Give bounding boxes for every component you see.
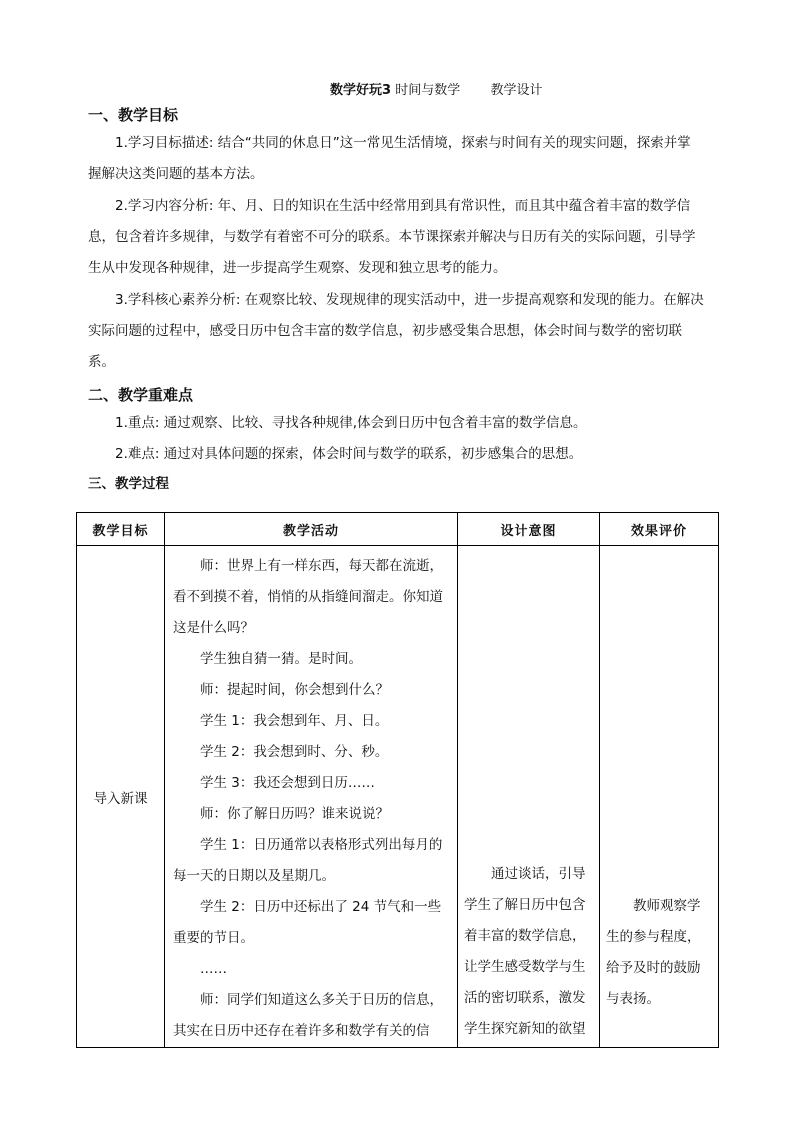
- objective-paragraph-2: 2.学习内容分析: 年、月、日的知识在生活中经常用到具有常识性，而且其中蕴含着丰富的数学信息，包含着许多规律，与数学有着密不可分的联系。本节课探索并解决与日历有关的实际问题，引导学生从中发现各种规律，进一步提高学生观察、发现和独立思考的能力。: [88, 198, 696, 276]
- section-heading-objectives: 一、教学目标: [88, 106, 179, 124]
- activity-line-7: 师：你了解日历吗？谁来说说？: [200, 806, 389, 822]
- intent-cell: [458, 546, 600, 1048]
- activity-line-10: ……: [200, 961, 227, 977]
- header-evaluation: 效果评价: [600, 513, 719, 546]
- evaluation-cell: [600, 546, 719, 1048]
- activity-cell: [165, 546, 458, 1048]
- header-goal: 教学目标: [77, 513, 165, 546]
- title-part-3: 教学设计: [490, 83, 543, 98]
- evaluation-text: 教师观察学生的参与程度，给予及时的鼓励与表扬。: [606, 898, 701, 1007]
- title-part-1: 数学好玩3: [330, 83, 392, 98]
- objective-paragraph-3: 3.学科核心素养分析: 在观察比较、发现规律的现实活动中，进一步提高观察和发现的能力。在解决实际问题的过程中，感受日历中包含丰富的数学信息，初步感受集合思想，体会时间与数学的密切联系。: [88, 292, 704, 370]
- header-intent: 设计意图: [458, 513, 600, 546]
- activity-line-9: 学生 2：日历中还标出了 24 节气和一些重要的节日。: [173, 899, 442, 946]
- activity-line-4: 学生 1：我会想到年、月、日。: [200, 713, 389, 729]
- table-header-row: [77, 513, 719, 546]
- activity-line-11: 师：同学们知道这么多关于日历的信息，其实在日历中还存在着许多和数学有关的信: [173, 992, 443, 1039]
- document-title: [330, 79, 543, 98]
- activity-line-6: 学生 3：我还会想到日历……: [200, 775, 375, 791]
- teaching-process-table: [76, 512, 719, 1048]
- header-activity: 教学活动: [165, 513, 458, 546]
- activity-line-3: 师：提起时间，你会想到什么？: [200, 682, 389, 698]
- activity-line-5: 学生 2：我会想到时、分、秒。: [200, 744, 389, 760]
- key-point-paragraph: 1.重点: 通过观察、比较、寻找各种规律,体会到日历中包含着丰富的数学信息。: [115, 415, 587, 431]
- table-row: [77, 546, 719, 1048]
- title-part-2: 时间与数学: [395, 83, 461, 98]
- activity-line-8: 学生 1：日历通常以表格形式列出每月的每一天的日期以及星期几。: [173, 837, 443, 884]
- activity-line-1: 师：世界上有一样东西，每天都在流逝，看不到摸不着，悄悄的从指缝间溜走。你知道这是什么吗？: [173, 558, 443, 636]
- objective-paragraph-1: 1.学习目标描述: 结合“共同的休息日”这一常见生活情境，探索与时间有关的现实问题，探索并掌握解决这类问题的基本方法。: [88, 135, 691, 182]
- goal-cell: 导入新课: [77, 546, 165, 1048]
- section-heading-key-points: 二、教学重难点: [88, 386, 194, 404]
- intent-text: 通过谈话，引导学生了解日历中包含着丰富的数学信息，让学生感受数学与生活的密切联系，激发学生探究新知的欲望: [464, 866, 586, 1037]
- activity-line-2: 学生独自猜一猜。是时间。: [200, 651, 362, 667]
- section-heading-process: 三、教学过程: [88, 476, 169, 492]
- difficulty-paragraph: 2.难点: 通过对具体问题的探索，体会时间与数学的联系，初步感集合的思想。: [115, 446, 583, 462]
